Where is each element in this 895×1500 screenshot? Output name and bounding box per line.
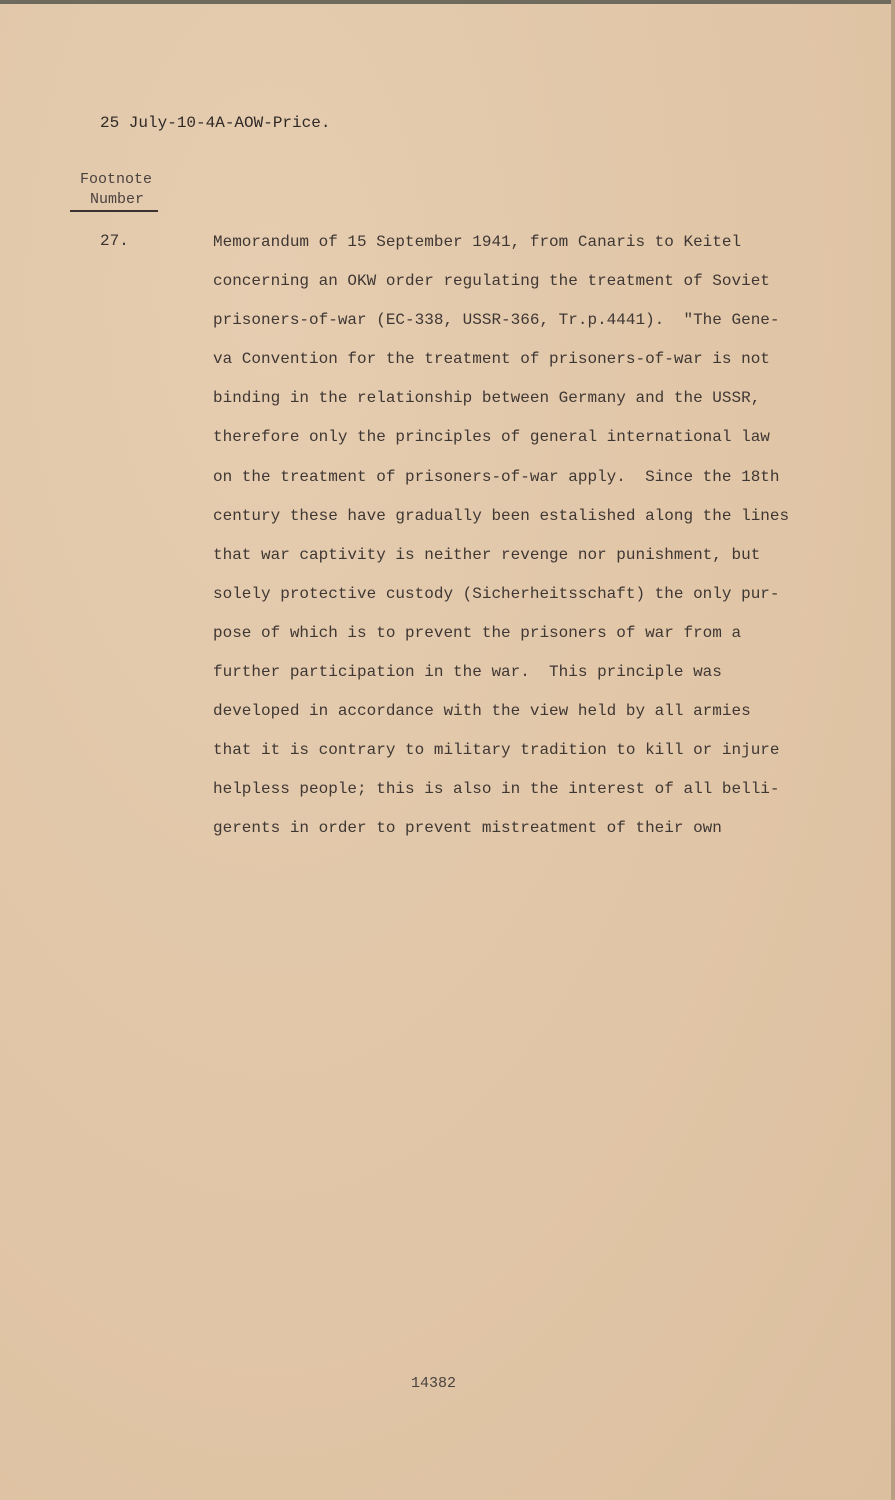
footnote-heading-line1: Footnote [80, 171, 153, 188]
text-line: concerning an OKW order regulating the treatment of Soviet [213, 272, 770, 291]
text-line: solely protective custody (Sicherheitsschaft) the only pur- [213, 584, 780, 603]
text-line: century these have gradually been estalished along the lines [213, 506, 790, 525]
text-line: that war captivity is neither revenge nor punishment, but [213, 545, 761, 564]
text-line: therefore only the principles of general international law [213, 428, 770, 447]
text-line: that it is contrary to military tradition to kill or injure [213, 741, 780, 760]
page-number: 14382 [411, 1375, 457, 1392]
text-line: helpless people; this is also in the interest of all belli- [213, 780, 780, 799]
text-line: gerents in order to prevent mistreatment of their own [213, 819, 722, 838]
text-line: binding in the relationship between Germany and the USSR, [213, 389, 761, 408]
document-header: 25 July-10-4A-AOW-Price. [100, 114, 331, 132]
footnote-text [213, 232, 789, 858]
text-line: pose of which is to prevent the prisoners of war from a [213, 623, 742, 642]
footnote-heading-underline [70, 210, 158, 212]
text-line: further participation in the war. This principle was [213, 663, 722, 682]
scan-edge-right [891, 0, 895, 1500]
footnote-heading-line2: Number [90, 191, 145, 208]
footnote-number: 27. [100, 232, 129, 250]
text-line: va Convention for the treatment of prisoners-of-war is not [213, 350, 770, 369]
text-line: prisoners-of-war (EC-338, USSR-366, Tr.p.4441). "The Gene- [213, 311, 780, 330]
scan-edge-top [0, 0, 895, 4]
text-line: developed in accordance with the view held by all armies [213, 702, 751, 721]
text-line: on the treatment of prisoners-of-war apply. Since the 18th [213, 467, 780, 486]
text-line: Memorandum of 15 September 1941, from Canaris to Keitel [213, 233, 742, 251]
